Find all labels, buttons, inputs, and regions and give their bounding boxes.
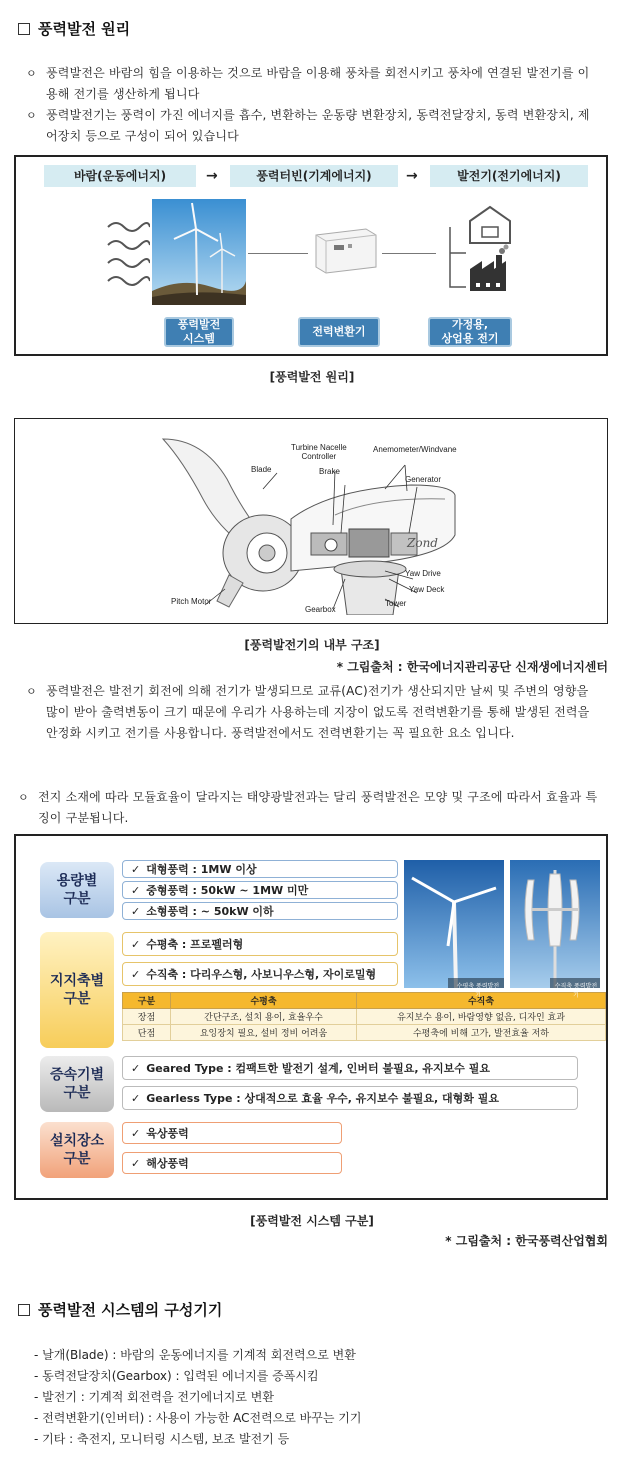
list-item: - 동력전달장치(Gearbox) : 입력된 에너지를 증폭시킴 bbox=[34, 1369, 319, 1383]
category-gear bbox=[40, 1056, 114, 1112]
caption-principle: [풍력발전 원리] bbox=[269, 370, 355, 384]
option-text: Gearless Type : 상대적으로 효율 우수, 유지보수 불필요, 대형화 필요 bbox=[146, 1092, 499, 1105]
bullet-item bbox=[18, 787, 598, 829]
source-structure: * 그림출처 : 한국에너지관리공단 신재생에너지센터 bbox=[336, 660, 608, 674]
btn-wind-system-line1: 풍력발전 bbox=[177, 318, 221, 331]
btn-home-commercial bbox=[428, 317, 512, 347]
inverter-device-icon bbox=[312, 227, 378, 275]
bullet-text: 풍력발전은 발전기 회전에 의해 전기가 발생되므로 교류(AC)전기가 생산되지만 날씨 및 주변의 영향을 많이 받아 출력변동이 크기 때문에 우리가 사용하는데 지장이 없도록 전력변환기를 통해 발생된 전력을 안정화 시키고 전기를 사용합니다. 풍력발전에서도 전력변환기는 꼭 필요한 요소 입니다. bbox=[46, 684, 590, 740]
category-axis-line2: 구분 bbox=[63, 991, 91, 1007]
table-cell: 단점 bbox=[123, 1025, 171, 1041]
label-gearbox: Gearbox bbox=[305, 605, 336, 614]
option-large-wind bbox=[122, 860, 398, 878]
photo-caption-vertical: 수직축 풍력발전기 bbox=[554, 983, 598, 999]
label-nacelle-line2: Controller bbox=[301, 452, 337, 461]
table-cell: 요잉장치 필요, 설비 정비 어려움 bbox=[171, 1025, 357, 1041]
category-place-line1: 설치장소 bbox=[49, 1133, 105, 1149]
btn-home-line2: 상업용 전기 bbox=[441, 332, 499, 345]
bullet-text: 풍력발전은 바람의 힘을 이용하는 것으로 바람을 이용해 풍차를 회전시키고 풍차에 연결된 발전기를 이용해 전기를 생산하게 됩니다 bbox=[46, 66, 590, 101]
option-text: 육상풍력 bbox=[146, 1127, 189, 1140]
check-icon: ✓ bbox=[131, 1126, 141, 1140]
table-cell: 유지보수 용이, 바람영향 없음, 디자인 효과 bbox=[357, 1009, 606, 1025]
description-bullets bbox=[26, 681, 596, 744]
check-icon: ✓ bbox=[131, 967, 141, 981]
check-icon: ✓ bbox=[131, 1061, 141, 1075]
system-classification-diagram bbox=[14, 834, 608, 1200]
flow-head-turbine: 풍력터빈(기계에너지) bbox=[230, 165, 398, 187]
photo-caption-horizontal: 수평축 풍력발전기 bbox=[456, 983, 500, 999]
label-pitch-motor: Pitch Motor bbox=[171, 597, 212, 606]
principle-diagram bbox=[14, 155, 608, 356]
label-anemometer: Anemometer/Windvane bbox=[373, 445, 457, 454]
option-onshore-wind bbox=[122, 1122, 342, 1144]
wind-waves-icon bbox=[106, 219, 150, 291]
bullet-mark: ㅇ bbox=[26, 109, 37, 122]
table-header-cell: 수평축 bbox=[171, 993, 357, 1009]
label-nacelle-controller bbox=[291, 443, 347, 461]
connector-line bbox=[248, 253, 308, 254]
table-cell: 장점 bbox=[123, 1009, 171, 1025]
check-icon: ✓ bbox=[131, 1091, 141, 1105]
bullet-text: 풍력발전기는 풍력이 가진 에너지를 흡수, 변환하는 운동량 변환장치, 동력전달장치, 동력 변환장치, 제어장치 등으로 구성이 되어 있습니다 bbox=[46, 108, 590, 143]
list-item: - 기타 : 축전지, 모니터링 시스템, 보조 발전기 등 bbox=[34, 1432, 290, 1446]
home-factory-icon bbox=[436, 203, 520, 299]
check-icon: ✓ bbox=[131, 1156, 141, 1170]
bullet-mark: ㅇ bbox=[18, 791, 29, 804]
option-text: 대형풍력 : 1MW 이상 bbox=[146, 863, 257, 876]
option-horizontal-axis bbox=[122, 932, 398, 956]
btn-wind-system bbox=[164, 317, 234, 347]
bullet-mark: ㅇ bbox=[26, 67, 37, 80]
component-list bbox=[34, 1345, 361, 1450]
vertical-turbine-photo bbox=[510, 860, 600, 988]
option-text: 수평축 : 프로펠러형 bbox=[146, 938, 244, 951]
principle-bullets bbox=[26, 63, 596, 147]
label-tower: Tower bbox=[385, 599, 407, 608]
category-capacity-line2: 구분 bbox=[63, 891, 91, 907]
turbine-structure-diagram bbox=[14, 418, 608, 624]
label-blade: Blade bbox=[251, 465, 272, 474]
option-gearless-type bbox=[122, 1086, 578, 1110]
option-vertical-axis bbox=[122, 962, 398, 986]
table-header-cell: 수직축 bbox=[357, 993, 606, 1009]
check-icon: ✓ bbox=[131, 904, 141, 918]
category-place-line2: 구분 bbox=[63, 1151, 91, 1167]
bullet-text: 전지 소재에 따라 모듈효율이 달라지는 태양광발전과는 달리 풍력발전은 모양 및 구조에 따라서 효율과 특징이 구분됩니다. bbox=[38, 790, 598, 825]
horizontal-turbine-photo bbox=[404, 860, 504, 988]
option-text: 수직축 : 다리우스형, 사보니우스형, 자이로밀형 bbox=[146, 968, 377, 981]
option-text: 해상풍력 bbox=[146, 1157, 189, 1170]
section-title-principle bbox=[18, 18, 130, 39]
table-header-row bbox=[123, 993, 606, 1009]
btn-wind-system-line2: 시스템 bbox=[183, 332, 215, 345]
flow-head-generator: 발전기(전기에너지) bbox=[430, 165, 588, 187]
arrow-icon: → bbox=[406, 168, 418, 184]
option-medium-wind bbox=[122, 881, 398, 899]
option-offshore-wind bbox=[122, 1152, 342, 1174]
label-yaw-deck: Yaw Deck bbox=[409, 585, 445, 594]
list-item: - 날개(Blade) : 바람의 운동에너지를 기계적 회전력으로 변환 bbox=[34, 1348, 356, 1362]
btn-home-line1: 가정용, bbox=[451, 318, 489, 331]
category-gear-line1: 증속기별 bbox=[49, 1067, 105, 1083]
category-axis-line1: 지지축별 bbox=[49, 973, 105, 989]
section-title-components bbox=[18, 1299, 222, 1320]
btn-power-converter bbox=[298, 317, 380, 347]
table-row bbox=[123, 1009, 606, 1025]
table-cell: 간단구조, 설치 용이, 효율우수 bbox=[171, 1009, 357, 1025]
label-generator: Generator bbox=[405, 475, 442, 484]
table-row bbox=[123, 1025, 606, 1041]
category-capacity-line1: 용량별 bbox=[56, 873, 98, 889]
label-brake: Brake bbox=[319, 467, 340, 476]
bullet-mark: ㅇ bbox=[26, 685, 37, 698]
wind-turbine-photo bbox=[152, 199, 246, 305]
description-bullets-2 bbox=[18, 787, 598, 829]
option-small-wind bbox=[122, 902, 398, 920]
option-text: Geared Type : 컴팩트한 발전기 설계, 인버터 불필요, 유지보수 필요 bbox=[146, 1062, 490, 1075]
bullet-item bbox=[26, 63, 596, 105]
section-title-text: 풍력발전 원리 bbox=[38, 20, 131, 38]
caption-structure: [풍력발전기의 내부 구조] bbox=[244, 638, 380, 652]
arrow-icon: → bbox=[206, 168, 218, 184]
bullet-item bbox=[26, 681, 596, 744]
check-icon: ✓ bbox=[131, 862, 141, 876]
check-icon: ✓ bbox=[131, 937, 141, 951]
option-geared-type bbox=[122, 1056, 578, 1080]
section-title-text: 풍력발전 시스템의 구성기기 bbox=[38, 1301, 223, 1319]
checkbox-square-icon bbox=[18, 23, 30, 35]
axis-comparison-table bbox=[122, 992, 606, 1041]
bullet-item bbox=[26, 105, 596, 147]
category-axis bbox=[40, 932, 114, 1048]
category-place bbox=[40, 1122, 114, 1178]
category-gear-line2: 구분 bbox=[63, 1085, 91, 1101]
table-cell: 수평축에 비해 고가, 발전효율 저하 bbox=[357, 1025, 606, 1041]
label-yaw-drive: Yaw Drive bbox=[405, 569, 441, 578]
option-text: 중형풍력 : 50kW ~ 1MW 미만 bbox=[146, 884, 309, 897]
checkbox-square-icon bbox=[18, 1304, 30, 1316]
check-icon: ✓ bbox=[131, 883, 141, 897]
connector-line bbox=[382, 253, 436, 254]
btn-power-converter-label: 전력변환기 bbox=[312, 325, 366, 338]
caption-classification: [풍력발전 시스템 구분] bbox=[250, 1214, 374, 1228]
source-classification: * 그림출처 : 한국풍력산업협회 bbox=[445, 1234, 608, 1248]
label-nacelle-line1: Turbine Nacelle bbox=[291, 443, 347, 452]
table-header-cell: 구분 bbox=[123, 993, 171, 1009]
svg-text:Zond: Zond bbox=[407, 536, 438, 550]
list-item: - 전력변환기(인버터) : 사용이 가능한 AC전력으로 바꾸는 기기 bbox=[34, 1411, 362, 1425]
list-item: - 발전기 : 기계적 회전력을 전기에너지로 변환 bbox=[34, 1390, 274, 1404]
flow-head-wind: 바람(운동에너지) bbox=[44, 165, 196, 187]
option-text: 소형풍력 : ~ 50kW 이하 bbox=[146, 905, 274, 918]
category-capacity bbox=[40, 862, 114, 918]
